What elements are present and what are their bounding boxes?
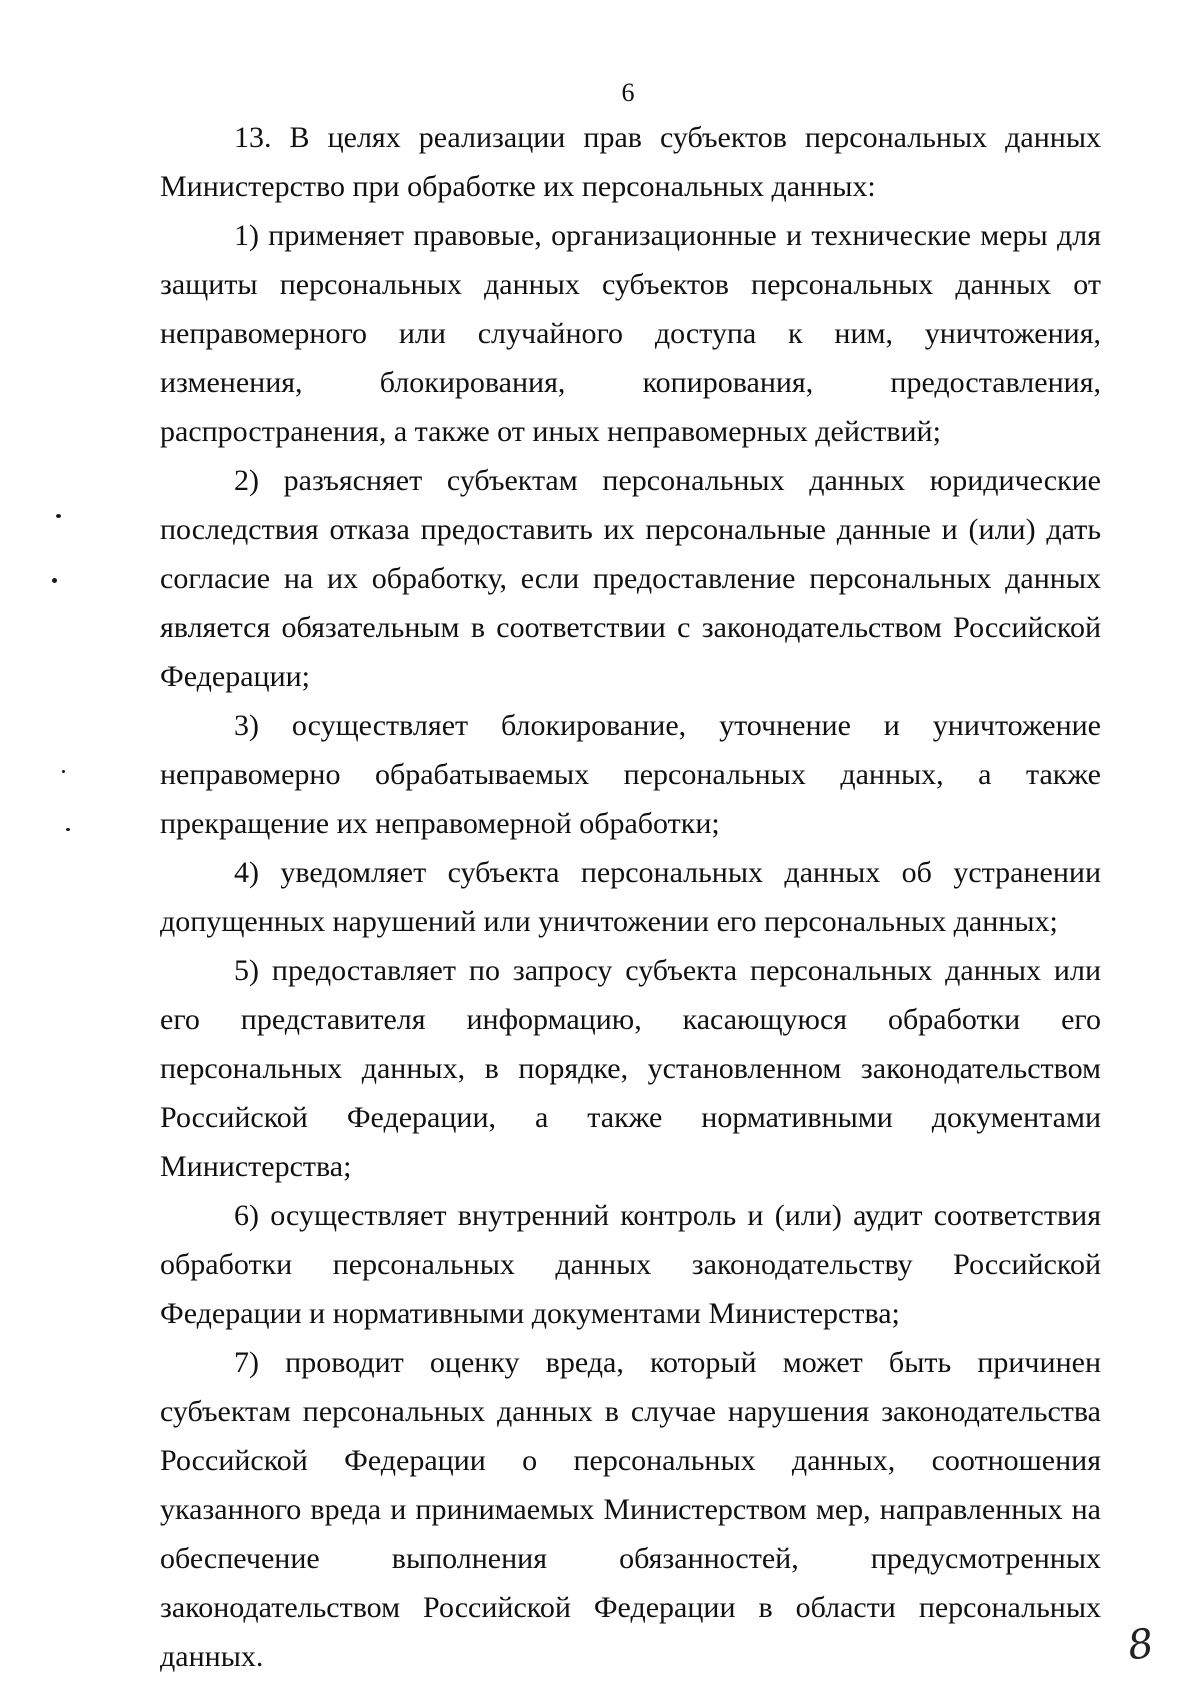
handwritten-page-mark: 8 xyxy=(1124,1620,1157,1670)
page-number: 6 xyxy=(621,78,635,107)
list-item-5: 5) предоставляет по запросу субъекта персональных данных или его представителя информацию, касающуюся обработки его персональных данных, в порядке, установленном законодательством Российской Федерации, а также нормативными документами Министерства; xyxy=(160,954,1101,1183)
list-item-3: 3) осуществляет блокирование, уточнение и уничтожение неправомерно обрабатываемых персональных данных, а также прекращение их неправомерной обработки; xyxy=(160,709,1101,840)
list-item-1: 1) применяет правовые, организационные и технические меры для защиты персональных данных субъектов персональных данных от неправомерного или случайного доступа к ним, уничтожения, изменения, блокирования, копирования, предоставления, распространения, а также от иных неправомерных действий; xyxy=(160,219,1101,448)
list-item-2: 2) разъясняет субъектам персональных данных юридические последствия отказа предоставить их персональные данные и (или) дать согласие на их обработку, если предоставление персональных данных является обязательным в соответствии с законодательством Российской Федерации; xyxy=(160,464,1101,693)
list-item-4: 4) уведомляет субъекта персональных данных об устранении допущенных нарушений или уничтожении его персональных данных; xyxy=(160,856,1101,938)
document-body xyxy=(160,113,1101,1681)
list-item-6: 6) осуществляет внутренний контроль и (или) аудит соответствия обработки персональных данных законодательству Российской Федерации и нормативными документами Министерства; xyxy=(160,1199,1101,1330)
scan-speck xyxy=(62,770,65,773)
scan-speck xyxy=(52,578,57,583)
list-item-7: 7) проводит оценку вреда, который может быть причинен субъектам персональных данных в случае нарушения законодательства Российской Федерации о персональных данных, соотношения указанного вреда и принимаемых Министерством мер, направленных на обеспечение выполнения обязанностей, предусмотренных законодательством Российской Федерации в области персональных данных. xyxy=(160,1346,1101,1673)
scan-speck xyxy=(56,514,61,518)
scan-speck xyxy=(66,828,70,831)
paragraph-13-intro: 13. В целях реализации прав субъектов персональных данных Министерство при обработке их персональных данных: xyxy=(160,121,1101,203)
